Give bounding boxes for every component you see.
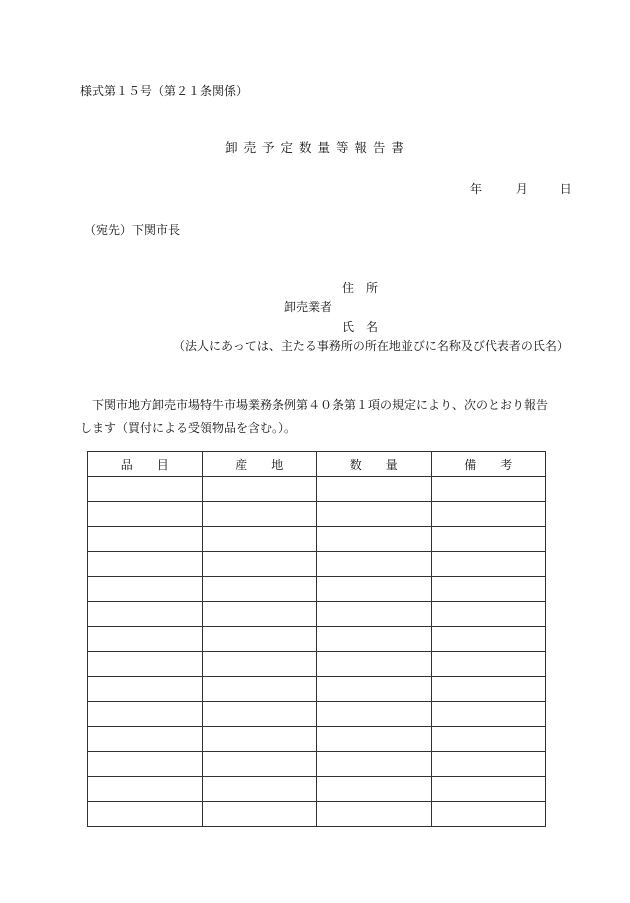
table-cell[interactable] bbox=[202, 527, 317, 552]
table-cell[interactable] bbox=[317, 677, 432, 702]
table-cell[interactable] bbox=[317, 527, 432, 552]
header-origin: 産 地 bbox=[202, 452, 317, 477]
form-number: 様式第１５号（第２１条関係） bbox=[80, 84, 249, 98]
table-cell[interactable] bbox=[317, 702, 432, 727]
table-cell[interactable] bbox=[431, 477, 546, 502]
table-cell[interactable] bbox=[88, 527, 203, 552]
table-cell[interactable] bbox=[431, 752, 546, 777]
table-cell[interactable] bbox=[317, 602, 432, 627]
table-row bbox=[88, 777, 546, 802]
address-label: 住 所 bbox=[342, 281, 379, 295]
table-cell[interactable] bbox=[202, 602, 317, 627]
table-row bbox=[88, 677, 546, 702]
table-cell[interactable] bbox=[431, 727, 546, 752]
table-cell[interactable] bbox=[431, 777, 546, 802]
table-row bbox=[88, 552, 546, 577]
name-label: 氏 名 bbox=[342, 320, 379, 334]
table-row bbox=[88, 502, 546, 527]
date-day-label: 日 bbox=[559, 182, 572, 196]
date-month-label: 月 bbox=[515, 182, 528, 196]
table-cell[interactable] bbox=[317, 777, 432, 802]
table-cell[interactable] bbox=[431, 627, 546, 652]
wholesaler-label: 卸売業者 bbox=[284, 300, 333, 314]
corporation-note: （法人にあっては、主たる事務所の所在地並びに名称及び代表者の氏名） bbox=[173, 339, 569, 353]
table-row bbox=[88, 602, 546, 627]
table-cell[interactable] bbox=[88, 627, 203, 652]
table-cell[interactable] bbox=[317, 752, 432, 777]
table-cell[interactable] bbox=[202, 702, 317, 727]
table-cell[interactable] bbox=[202, 777, 317, 802]
table-cell[interactable] bbox=[317, 477, 432, 502]
table-cell[interactable] bbox=[431, 702, 546, 727]
table-cell[interactable] bbox=[88, 602, 203, 627]
table-cell[interactable] bbox=[202, 477, 317, 502]
report-table bbox=[87, 451, 546, 827]
date-line bbox=[470, 180, 572, 197]
table-cell[interactable] bbox=[431, 602, 546, 627]
table-cell[interactable] bbox=[202, 727, 317, 752]
table-cell[interactable] bbox=[202, 627, 317, 652]
table-cell[interactable] bbox=[88, 502, 203, 527]
table-cell[interactable] bbox=[431, 652, 546, 677]
table-cell[interactable] bbox=[431, 677, 546, 702]
table-cell[interactable] bbox=[202, 502, 317, 527]
date-year-label: 年 bbox=[470, 182, 483, 196]
table-cell[interactable] bbox=[317, 552, 432, 577]
body-text: 下関市地方卸売市場特牛市場業務条例第４０条第１項の規定により、次のとおり報告します（買付による受領物品を含む。）。 bbox=[80, 398, 549, 435]
table-cell[interactable] bbox=[88, 677, 203, 702]
table-cell[interactable] bbox=[202, 577, 317, 602]
table-cell[interactable] bbox=[317, 502, 432, 527]
table-cell[interactable] bbox=[431, 577, 546, 602]
table-cell[interactable] bbox=[202, 652, 317, 677]
table-cell[interactable] bbox=[202, 677, 317, 702]
table-cell[interactable] bbox=[88, 777, 203, 802]
table-cell[interactable] bbox=[431, 802, 546, 827]
table-cell[interactable] bbox=[317, 802, 432, 827]
table-cell[interactable] bbox=[88, 477, 203, 502]
header-remarks: 備 考 bbox=[431, 452, 546, 477]
document-title: 卸 売 予 定 数 量 等 報 告 書 bbox=[225, 140, 405, 155]
table-cell[interactable] bbox=[88, 752, 203, 777]
table-row bbox=[88, 627, 546, 652]
table-cell[interactable] bbox=[317, 727, 432, 752]
table-cell[interactable] bbox=[317, 577, 432, 602]
table-row bbox=[88, 802, 546, 827]
table-cell[interactable] bbox=[88, 577, 203, 602]
table-cell[interactable] bbox=[317, 652, 432, 677]
table-row bbox=[88, 527, 546, 552]
table-header-row bbox=[88, 452, 546, 477]
table-cell[interactable] bbox=[202, 802, 317, 827]
table-row bbox=[88, 477, 546, 502]
table-cell[interactable] bbox=[88, 652, 203, 677]
table-row bbox=[88, 752, 546, 777]
table-cell[interactable] bbox=[431, 552, 546, 577]
table-body bbox=[88, 477, 546, 827]
table-cell[interactable] bbox=[431, 527, 546, 552]
table-cell[interactable] bbox=[202, 552, 317, 577]
header-quantity: 数 量 bbox=[317, 452, 432, 477]
table-cell[interactable] bbox=[202, 752, 317, 777]
table-row bbox=[88, 652, 546, 677]
table-cell[interactable] bbox=[88, 702, 203, 727]
table-row bbox=[88, 577, 546, 602]
table-cell[interactable] bbox=[317, 627, 432, 652]
table-cell[interactable] bbox=[431, 502, 546, 527]
table-row bbox=[88, 702, 546, 727]
table-cell[interactable] bbox=[88, 802, 203, 827]
table-cell[interactable] bbox=[88, 552, 203, 577]
table-cell[interactable] bbox=[88, 727, 203, 752]
table-row bbox=[88, 727, 546, 752]
header-item: 品 目 bbox=[88, 452, 203, 477]
addressee: （宛先）下関市長 bbox=[84, 223, 181, 237]
